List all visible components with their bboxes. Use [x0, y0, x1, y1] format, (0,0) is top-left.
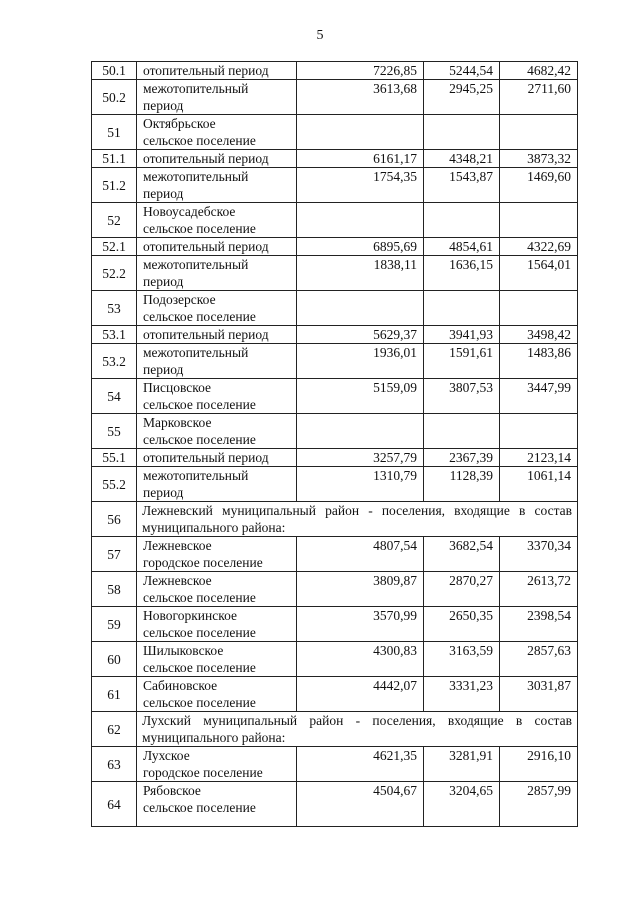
- value-col-1: 1754,35: [297, 168, 424, 203]
- row-name: межотопительный период: [137, 80, 297, 115]
- row-name: межотопительный период: [137, 256, 297, 291]
- value-col-3: 3031,87: [500, 677, 578, 712]
- value-col-1: 3570,99: [297, 607, 424, 642]
- row-name: отопительный период: [137, 449, 297, 467]
- row-number: 60: [92, 642, 137, 677]
- district-note: Лухский муниципальный район - поселения, входящие в состав муниципального района:: [137, 712, 578, 747]
- table-row: [92, 747, 578, 782]
- value-col-2: 3682,54: [424, 537, 500, 572]
- value-col-1: 6895,69: [297, 238, 424, 256]
- table-row: [92, 326, 578, 344]
- value-col-3: 4322,69: [500, 238, 578, 256]
- row-name: Писцовское сельское поселение: [137, 379, 297, 414]
- table-row: [92, 344, 578, 379]
- value-col-3: 2916,10: [500, 747, 578, 782]
- value-col-1: 4807,54: [297, 537, 424, 572]
- value-col-2: [424, 203, 500, 238]
- table-row: [92, 291, 578, 326]
- row-number: 50.2: [92, 80, 137, 115]
- value-col-1: [297, 115, 424, 150]
- row-number: 59: [92, 607, 137, 642]
- value-col-2: 4348,21: [424, 150, 500, 168]
- row-name: Новоусадебское сельское поселение: [137, 203, 297, 238]
- value-col-3: 1469,60: [500, 168, 578, 203]
- table-row: [92, 80, 578, 115]
- row-number: 54: [92, 379, 137, 414]
- value-col-1: 5159,09: [297, 379, 424, 414]
- row-number: 55.2: [92, 467, 137, 502]
- table-row-district: [92, 502, 578, 537]
- value-col-2: 3331,23: [424, 677, 500, 712]
- row-name: межотопительный период: [137, 467, 297, 502]
- row-name: Лухское городское поселение: [137, 747, 297, 782]
- table-row: [92, 414, 578, 449]
- value-col-3: 2613,72: [500, 572, 578, 607]
- row-number: 51.2: [92, 168, 137, 203]
- value-col-2: 3941,93: [424, 326, 500, 344]
- district-note: Лежневский муниципальный район - поселения, входящие в состав муниципального района:: [137, 502, 578, 537]
- table-row: [92, 62, 578, 80]
- value-col-2: 2650,35: [424, 607, 500, 642]
- row-number: 57: [92, 537, 137, 572]
- table-row-district: [92, 712, 578, 747]
- row-number: 53.2: [92, 344, 137, 379]
- row-name: Марковское сельское поселение: [137, 414, 297, 449]
- row-name: отопительный период: [137, 238, 297, 256]
- value-col-2: 2870,27: [424, 572, 500, 607]
- value-col-1: 7226,85: [297, 62, 424, 80]
- row-number: 55: [92, 414, 137, 449]
- value-col-3: [500, 115, 578, 150]
- row-name: Сабиновское сельское поселение: [137, 677, 297, 712]
- value-col-2: 4854,61: [424, 238, 500, 256]
- value-col-2: 1128,39: [424, 467, 500, 502]
- value-col-3: [500, 291, 578, 326]
- value-col-1: 4300,83: [297, 642, 424, 677]
- tariff-table: [91, 61, 578, 827]
- value-col-3: [500, 203, 578, 238]
- value-col-1: 3257,79: [297, 449, 424, 467]
- value-col-3: [500, 414, 578, 449]
- value-col-2: 3807,53: [424, 379, 500, 414]
- row-name: Шилыковское сельское поселение: [137, 642, 297, 677]
- value-col-2: 2945,25: [424, 80, 500, 115]
- row-number: 64: [92, 782, 137, 827]
- table-row: [92, 537, 578, 572]
- table-row: [92, 467, 578, 502]
- value-col-3: 3873,32: [500, 150, 578, 168]
- value-col-1: 4504,67: [297, 782, 424, 827]
- row-number: 50.1: [92, 62, 137, 80]
- value-col-2: 3163,59: [424, 642, 500, 677]
- value-col-1: 5629,37: [297, 326, 424, 344]
- table-row: [92, 572, 578, 607]
- value-col-3: 4682,42: [500, 62, 578, 80]
- value-col-2: [424, 115, 500, 150]
- value-col-1: [297, 414, 424, 449]
- value-col-3: 1564,01: [500, 256, 578, 291]
- row-number: 56: [92, 502, 137, 537]
- table-row: [92, 782, 578, 827]
- value-col-3: 3447,99: [500, 379, 578, 414]
- row-number: 53: [92, 291, 137, 326]
- table-row: [92, 642, 578, 677]
- value-col-1: 1838,11: [297, 256, 424, 291]
- value-col-3: 2857,63: [500, 642, 578, 677]
- value-col-2: 3281,91: [424, 747, 500, 782]
- value-col-1: 1310,79: [297, 467, 424, 502]
- value-col-3: 2857,99: [500, 782, 578, 827]
- value-col-3: 1483,86: [500, 344, 578, 379]
- table-row: [92, 115, 578, 150]
- value-col-3: 3498,42: [500, 326, 578, 344]
- value-col-2: 3204,65: [424, 782, 500, 827]
- row-number: 52.2: [92, 256, 137, 291]
- row-number: 58: [92, 572, 137, 607]
- value-col-2: 1591,61: [424, 344, 500, 379]
- table-row: [92, 607, 578, 642]
- row-name: Подозерское сельское поселение: [137, 291, 297, 326]
- value-col-2: 1636,15: [424, 256, 500, 291]
- page-number: 5: [316, 28, 324, 43]
- table-row: [92, 256, 578, 291]
- value-col-3: 2123,14: [500, 449, 578, 467]
- row-number: 62: [92, 712, 137, 747]
- table-row: [92, 449, 578, 467]
- row-number: 51: [92, 115, 137, 150]
- row-name: межотопительный период: [137, 344, 297, 379]
- value-col-1: 3613,68: [297, 80, 424, 115]
- value-col-1: 4621,35: [297, 747, 424, 782]
- value-col-1: 6161,17: [297, 150, 424, 168]
- table-row: [92, 238, 578, 256]
- value-col-3: 1061,14: [500, 467, 578, 502]
- value-col-1: [297, 291, 424, 326]
- row-name: отопительный период: [137, 150, 297, 168]
- row-name: межотопительный период: [137, 168, 297, 203]
- row-name: Октябрьское сельское поселение: [137, 115, 297, 150]
- row-number: 53.1: [92, 326, 137, 344]
- value-col-1: [297, 203, 424, 238]
- table-row: [92, 168, 578, 203]
- value-col-3: 3370,34: [500, 537, 578, 572]
- row-name: Рябовское сельское поселение: [137, 782, 297, 827]
- value-col-2: [424, 291, 500, 326]
- value-col-1: 1936,01: [297, 344, 424, 379]
- value-col-2: 5244,54: [424, 62, 500, 80]
- row-number: 55.1: [92, 449, 137, 467]
- row-name: отопительный период: [137, 326, 297, 344]
- row-number: 51.1: [92, 150, 137, 168]
- row-name: Новогоркинское сельское поселение: [137, 607, 297, 642]
- value-col-2: 2367,39: [424, 449, 500, 467]
- row-name: Лежневское городское поселение: [137, 537, 297, 572]
- table-row: [92, 150, 578, 168]
- row-number: 61: [92, 677, 137, 712]
- value-col-3: 2711,60: [500, 80, 578, 115]
- row-number: 52.1: [92, 238, 137, 256]
- value-col-2: [424, 414, 500, 449]
- value-col-1: 3809,87: [297, 572, 424, 607]
- table-row: [92, 379, 578, 414]
- table-row: [92, 677, 578, 712]
- row-name: отопительный период: [137, 62, 297, 80]
- row-name: Лежневское сельское поселение: [137, 572, 297, 607]
- table-row: [92, 203, 578, 238]
- value-col-3: 2398,54: [500, 607, 578, 642]
- value-col-1: 4442,07: [297, 677, 424, 712]
- value-col-2: 1543,87: [424, 168, 500, 203]
- row-number: 52: [92, 203, 137, 238]
- row-number: 63: [92, 747, 137, 782]
